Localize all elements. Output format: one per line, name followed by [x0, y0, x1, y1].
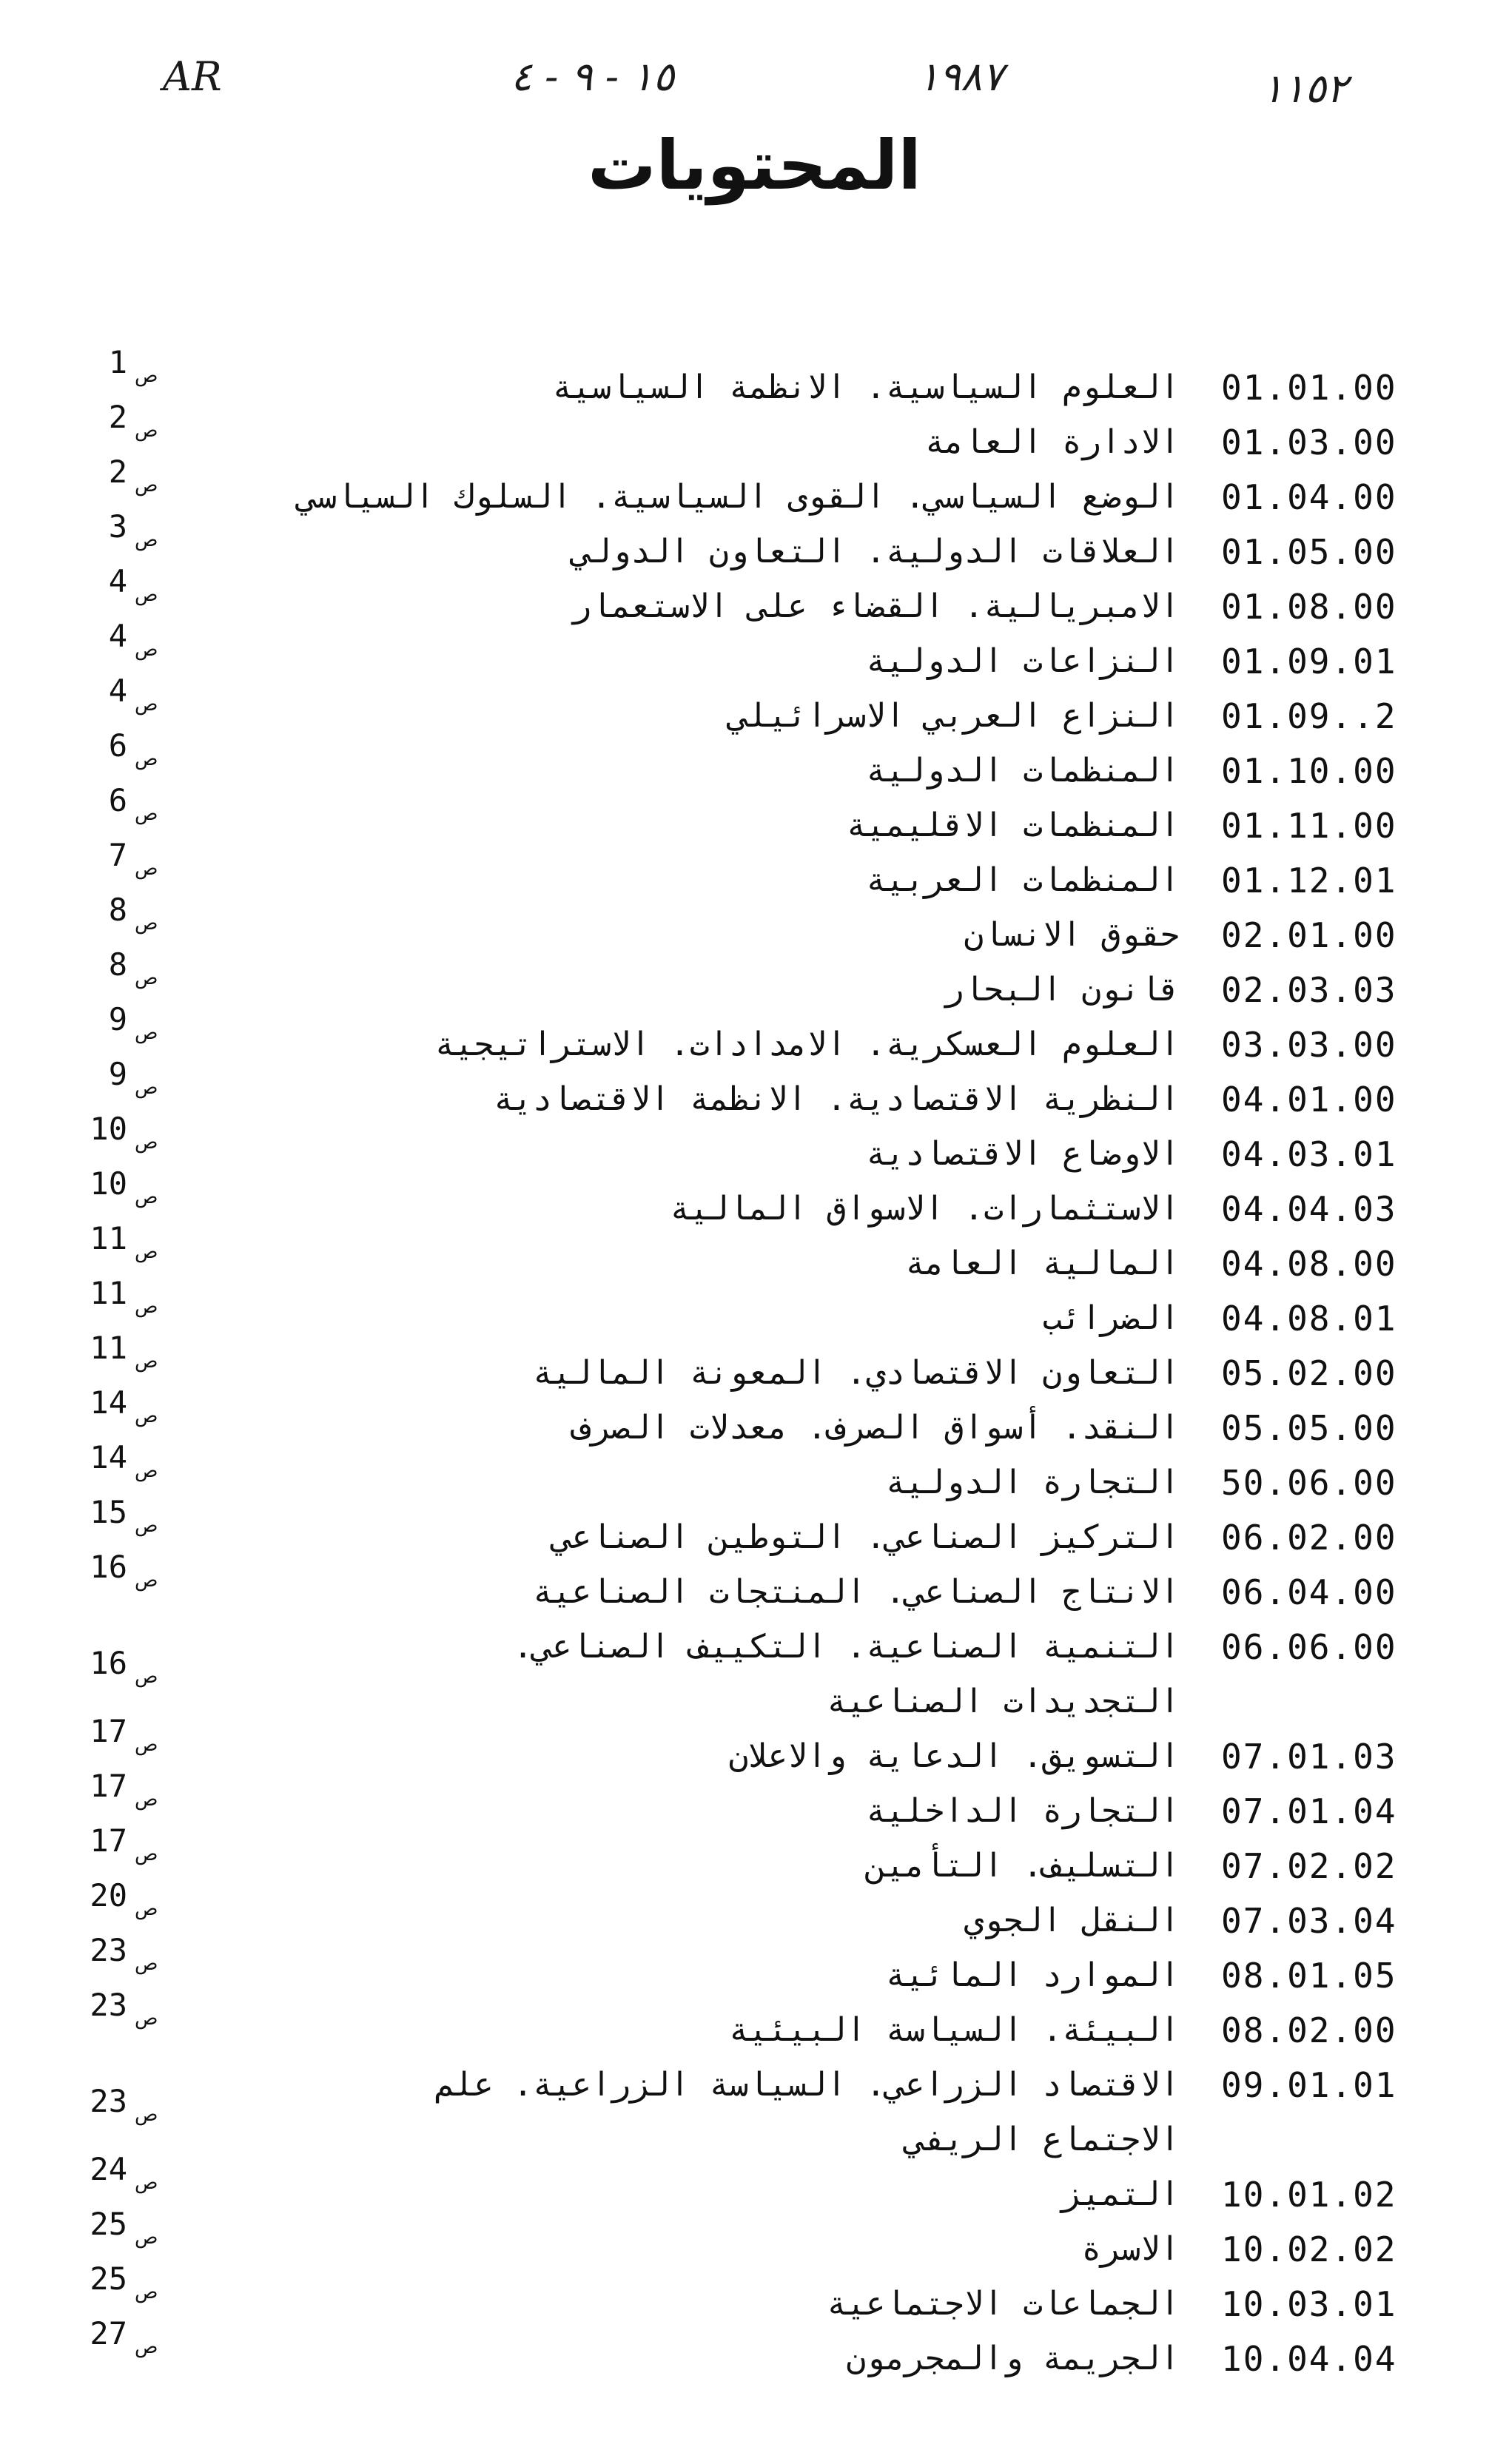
page-reference: [87, 837, 161, 887]
toc-entry: [0, 1822, 1509, 1894]
page-number: 2: [108, 399, 127, 435]
toc-entry: [0, 618, 1509, 689]
page-symbol: ص: [135, 2007, 158, 2030]
toc-entry: [0, 344, 1509, 415]
topic-title: الاجتماع الريفي: [905, 2121, 1180, 2158]
page-reference: [87, 2206, 161, 2256]
classification-code: 07.01.04: [1221, 1791, 1397, 1831]
page-number: 11: [90, 1220, 127, 1256]
page-number: 11: [90, 1330, 127, 1366]
page-reference: [87, 508, 161, 559]
classification-code: 03.03.00: [1221, 1025, 1397, 1065]
page-symbol: ص: [135, 2281, 158, 2303]
page-symbol: ص: [135, 1022, 158, 1044]
topic-title: النزاعات الدولية: [866, 642, 1180, 680]
topic-title: الامبريالية. القضاء على الاستعمار: [571, 588, 1180, 625]
page-number: 9: [108, 1056, 127, 1092]
page-symbol: ص: [135, 803, 158, 825]
page-reference: [87, 344, 161, 394]
page-number: 17: [90, 1768, 127, 1804]
annotation-number: ١١٥٢: [1262, 65, 1348, 112]
page-number: 6: [108, 727, 127, 764]
page-reference: [87, 1001, 161, 1051]
page-reference: [87, 1056, 161, 1106]
page-number: 4: [108, 563, 127, 599]
toc-entry: [0, 727, 1509, 798]
page-reference: [87, 1822, 161, 1873]
toc-entry: [0, 1111, 1509, 1182]
page-number: 23: [90, 1932, 127, 1968]
topic-title: الجريمة والمجرمون: [846, 2340, 1180, 2377]
toc-entry: [0, 1932, 1509, 2003]
page-number: 8: [108, 946, 127, 983]
page-symbol: ص: [135, 1734, 158, 1756]
page-reference: [87, 454, 161, 504]
page-reference: [87, 1494, 161, 1544]
page-number: 25: [90, 2261, 127, 2297]
toc-entry: [0, 1987, 1509, 2058]
page-number: 11: [90, 1275, 127, 1311]
page-title: المحتويات: [588, 126, 921, 205]
toc-entry: [0, 1001, 1509, 1072]
page-number: 23: [90, 2083, 127, 2119]
toc-entry: [0, 1439, 1509, 1510]
page-number: 17: [90, 1822, 127, 1859]
classification-code: 10.02.02: [1221, 2229, 1397, 2269]
page-reference: [87, 782, 161, 832]
classification-code: 04.01.00: [1221, 1080, 1397, 1120]
classification-code: 10.03.01: [1221, 2284, 1397, 2324]
topic-title: التسليف. التأمين: [866, 1847, 1180, 1885]
page-symbol: ص: [135, 1515, 158, 1537]
page-reference: [87, 673, 161, 723]
page-number: 9: [108, 1001, 127, 1037]
page-number: 23: [90, 1987, 127, 2023]
toc-entry: [0, 2261, 1509, 2332]
page-number: 4: [108, 618, 127, 654]
page-symbol: ص: [135, 967, 158, 989]
page-reference: [87, 1384, 161, 1435]
classification-code: 05.02.00: [1221, 1353, 1397, 1393]
page-reference: [87, 1932, 161, 1982]
page-number: 14: [90, 1384, 127, 1421]
page-reference: [87, 892, 161, 942]
classification-code: 01.04.00: [1221, 477, 1397, 517]
classification-code: 01.01.00: [1221, 368, 1397, 408]
classification-code: 06.04.00: [1221, 1572, 1397, 1612]
page-number: 24: [90, 2151, 127, 2187]
page-symbol: ص: [135, 2226, 158, 2249]
topic-title: العلاقات الدولية. التعاون الدولي: [571, 533, 1180, 570]
page-number: 10: [90, 1111, 127, 1147]
toc-entry: [0, 673, 1509, 744]
annotation-initials: AR: [163, 53, 222, 100]
page-number: 8: [108, 892, 127, 928]
classification-code: 04.08.00: [1221, 1244, 1397, 1284]
topic-title: النقد. أسواق الصرف. معدلات الصرف: [571, 1409, 1180, 1447]
topic-title: النزاع العربي الاسرائيلي: [728, 697, 1180, 735]
page-symbol: ص: [135, 1788, 158, 1811]
page-number: 25: [90, 2206, 127, 2242]
classification-code: 01.09.01: [1221, 642, 1397, 681]
topic-title: الاستثمارات. الاسواق المالية: [670, 1190, 1180, 1228]
page-symbol: ص: [135, 1405, 158, 1427]
annotation-year: ١٩٨٧: [918, 53, 1004, 100]
page-symbol: ص: [135, 1898, 158, 1920]
classification-code: 07.03.04: [1221, 1901, 1397, 1941]
classification-code: 07.01.03: [1221, 1737, 1397, 1777]
classification-code: 05.05.00: [1221, 1408, 1397, 1448]
page-symbol: ص: [135, 1131, 158, 1154]
page-number: 2: [108, 454, 127, 490]
page-symbol: ص: [135, 1569, 158, 1592]
page-symbol: ص: [135, 474, 158, 496]
page-number: 10: [90, 1165, 127, 1202]
classification-code: 01.11.00: [1221, 806, 1397, 846]
page-symbol: ص: [135, 1296, 158, 1318]
page-reference: [87, 1877, 161, 1928]
classification-code: 10.01.02: [1221, 2175, 1397, 2215]
topic-title: الاقتصاد الزراعي. السياسة الزراعية. علم: [434, 2066, 1180, 2104]
topic-title: حقوق الانسان: [964, 916, 1180, 954]
topic-title: الانتاج الصناعي. المنتجات الصناعية: [532, 1573, 1180, 1611]
page-symbol: ص: [135, 1666, 158, 1688]
page-symbol: ص: [135, 584, 158, 606]
classification-code: 06.06.00: [1221, 1627, 1397, 1667]
classification-code: 01.08.00: [1221, 587, 1397, 627]
page-symbol: ص: [135, 1460, 158, 1482]
toc-entry: [0, 1713, 1509, 1784]
topic-title: التركيز الصناعي. التوطين الصناعي: [552, 1518, 1180, 1556]
topic-title: التجارة الداخلية: [866, 1792, 1180, 1830]
page-symbol: ص: [135, 639, 158, 661]
page-symbol: ص: [135, 2104, 158, 2126]
topic-title: الموارد المائية: [885, 1956, 1180, 1994]
page-symbol: ص: [135, 693, 158, 716]
topic-title: التعاون الاقتصادي. المعونة المالية: [532, 1354, 1180, 1392]
page-symbol: ص: [135, 1241, 158, 1263]
page-reference: [87, 1645, 161, 1695]
page-number: 6: [108, 782, 127, 818]
page-number: 4: [108, 673, 127, 709]
toc-entry: [0, 782, 1509, 853]
topic-title: الاسرة: [1081, 2230, 1180, 2268]
page-symbol: ص: [135, 2172, 158, 2194]
toc-entry: [0, 563, 1509, 634]
topic-title: الاوضاع الاقتصادية: [866, 1135, 1180, 1173]
toc-entry: [0, 1877, 1509, 1948]
topic-title: الادارة العامة: [924, 423, 1180, 461]
page-reference: [87, 1987, 161, 2037]
page-symbol: ص: [135, 529, 158, 551]
page-reference: [87, 1768, 161, 1818]
page-symbol: ص: [135, 365, 158, 387]
topic-title: التسويق. الدعاية والاعلان: [728, 1737, 1180, 1775]
page-symbol: ص: [135, 420, 158, 442]
page-number: 1: [108, 344, 127, 380]
classification-code: 04.08.01: [1221, 1299, 1397, 1339]
topic-title: التجديدات الصناعية: [827, 1683, 1180, 1720]
classification-code: 02.01.00: [1221, 915, 1397, 955]
page-symbol: ص: [135, 1186, 158, 1208]
classification-code: 08.02.00: [1221, 2010, 1397, 2050]
page-number: 16: [90, 1645, 127, 1681]
page-reference: [87, 1275, 161, 1325]
page-number: 3: [108, 508, 127, 545]
page-number: 17: [90, 1713, 127, 1749]
page-reference: [87, 1111, 161, 1161]
page-number: 7: [108, 837, 127, 873]
page-reference: [87, 1439, 161, 1489]
toc-entry: [0, 2315, 1509, 2386]
classification-code: 50.06.00: [1221, 1463, 1397, 1503]
toc-entry: [0, 1165, 1509, 1236]
toc-entry: [0, 1056, 1509, 1127]
page-reference: [87, 1713, 161, 1763]
topic-title: العلوم العسكرية. الامدادات. الاستراتيجية: [434, 1026, 1180, 1063]
toc-entry: [0, 837, 1509, 908]
page-reference: [87, 2315, 161, 2366]
toc-entry: [0, 1768, 1509, 1839]
classification-code: 02.03.03: [1221, 970, 1397, 1010]
topic-title: المنظمات الدولية: [866, 752, 1180, 790]
toc-entry: [0, 1384, 1509, 1455]
page-symbol: ص: [135, 1953, 158, 1975]
toc-entry: [0, 454, 1509, 525]
topic-title: النظرية الاقتصادية. الانظمة الاقتصادية: [493, 1080, 1180, 1118]
topic-title: المنظمات العربية: [866, 861, 1180, 899]
page-symbol: ص: [135, 1843, 158, 1865]
classification-code: 01.12.01: [1221, 861, 1397, 901]
page-symbol: ص: [135, 912, 158, 935]
classification-code: 10.04.04: [1221, 2339, 1397, 2379]
page-number: 15: [90, 1494, 127, 1530]
topic-title: الجماعات الاجتماعية: [827, 2285, 1180, 2323]
topic-title: المالية العامة: [905, 1245, 1180, 1282]
classification-code: 01.10.00: [1221, 751, 1397, 791]
classification-code: 06.02.00: [1221, 1518, 1397, 1558]
annotation-date: ١٥ - ٩ - ٤: [511, 53, 675, 100]
toc-entry: [0, 946, 1509, 1017]
topic-title: الضرائب: [1042, 1299, 1180, 1337]
page-reference: [87, 399, 161, 449]
page-reference: [87, 2083, 161, 2133]
topic-title: النقل الجوي: [964, 1902, 1180, 1939]
toc-entry: [0, 2151, 1509, 2222]
toc-entry: [0, 2058, 1509, 2113]
page-symbol: ص: [135, 1077, 158, 1099]
classification-code: 09.01.01: [1221, 2065, 1397, 2105]
page-reference: [87, 1165, 161, 1216]
toc-entry: [0, 399, 1509, 470]
page-number: 27: [90, 2315, 127, 2352]
toc-entry: [0, 2206, 1509, 2277]
classification-code: 01.09..2: [1221, 696, 1397, 736]
page-reference: [87, 2261, 161, 2311]
page-symbol: ص: [135, 858, 158, 880]
page-number: 16: [90, 1549, 127, 1585]
topic-title: قانون البحار: [944, 971, 1180, 1009]
page-reference: [87, 1220, 161, 1270]
page-number: 20: [90, 1877, 127, 1913]
toc-entry: [0, 1494, 1509, 1565]
page-number: 14: [90, 1439, 127, 1475]
toc-entry: [0, 1620, 1509, 1674]
toc-entry: [0, 508, 1509, 579]
classification-code: 08.01.05: [1221, 1956, 1397, 1996]
classification-code: 04.04.03: [1221, 1189, 1397, 1229]
page-reference: [87, 946, 161, 997]
topic-title: التنمية الصناعية. التكييف الصناعي.: [513, 1628, 1180, 1666]
page-reference: [87, 727, 161, 778]
classification-code: 01.05.00: [1221, 532, 1397, 572]
topic-title: التميز: [1062, 2175, 1180, 2213]
page-reference: [87, 618, 161, 668]
topic-title: الوضع السياسي. القوى السياسية. السلوك السياسي: [297, 478, 1180, 516]
page-symbol: ص: [135, 1350, 158, 1373]
classification-code: 01.03.00: [1221, 423, 1397, 462]
classification-code: 04.03.01: [1221, 1134, 1397, 1174]
toc-entry: [0, 1330, 1509, 1401]
topic-title: البيئة. السياسة البيئية: [728, 2011, 1180, 2049]
classification-code: 07.02.02: [1221, 1846, 1397, 1886]
page-reference: [87, 563, 161, 613]
page-reference: [87, 1330, 161, 1380]
page-reference: [87, 2151, 161, 2201]
topic-title: التجارة الدولية: [885, 1464, 1180, 1501]
topic-title: العلوم السياسية. الانظمة السياسية: [552, 368, 1180, 406]
page-symbol: ص: [135, 2336, 158, 2358]
page-symbol: ص: [135, 748, 158, 770]
toc-entry: [0, 1220, 1509, 1291]
toc-entry: [0, 892, 1509, 963]
toc-entry: [0, 1275, 1509, 1346]
topic-title: المنظمات الاقليمية: [846, 807, 1180, 844]
page-reference: [87, 1549, 161, 1599]
toc-entry: [0, 1549, 1509, 1620]
